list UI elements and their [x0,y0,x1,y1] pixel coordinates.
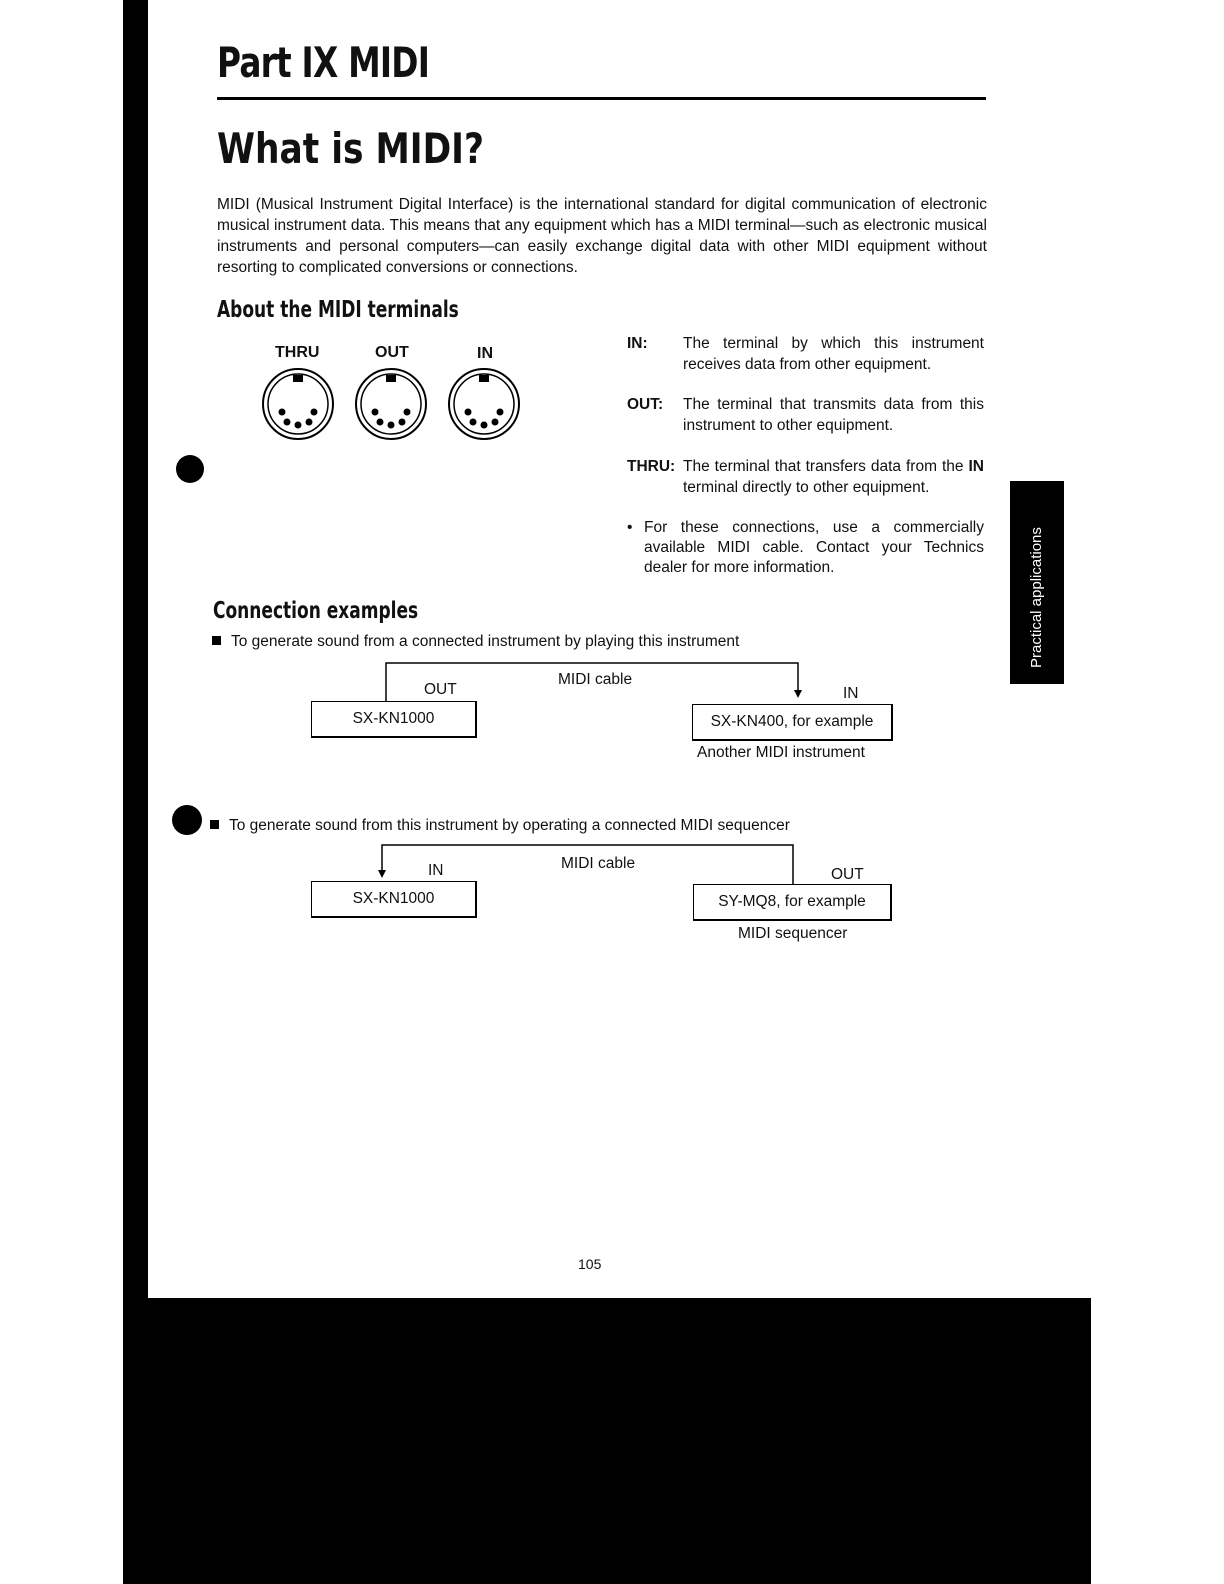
def-in-text: The terminal by which this instrument receives data from other equipment. [683,335,984,373]
cable-note [627,518,984,578]
example2-left-port: IN [428,862,444,879]
def-thru-bold: IN [968,458,984,475]
midi-terminals-figure [260,367,530,443]
def-thru-suffix: terminal directly to other equipment. [683,479,930,496]
def-thru-text [683,456,984,498]
example1-left-port: OUT [424,681,457,698]
thru-connector-icon [263,369,333,439]
example1-cable-label: MIDI cable [558,671,633,688]
square-bullet-icon [212,636,221,645]
example2-right-box: SY-MQ8, for example [693,884,892,921]
def-thru [627,456,984,498]
example2-caption: To generate sound from this instrument by operating a connected MIDI sequencer [229,817,790,834]
def-thru-prefix: The terminal that transfers data from the [683,458,969,475]
page-number: 105 [578,1256,602,1272]
part-title: Part IX MIDI [217,38,430,87]
binder-hole-mark [172,805,202,835]
def-in [627,333,984,375]
def-out [627,394,984,436]
example2-caption-line [210,817,790,835]
bullet-dot: • [627,519,633,536]
title-rule [217,97,986,100]
examples-heading: Connection examples [213,598,419,624]
out-label: OUT [375,344,409,361]
example1-right-caption: Another MIDI instrument [697,744,865,761]
def-out-key: OUT: [627,396,664,413]
def-out-text: The terminal that transmits data from this instrument to other equipment. [683,396,984,434]
example1-left-box: SX-KN1000 [311,701,477,738]
def-in-key: IN: [627,335,648,352]
example1-right-port: IN [843,685,859,702]
in-label: IN [477,345,493,362]
example1-caption-line [212,633,739,651]
cable-note-text: For these connections, use a commercially available MIDI cable. Contact your Technics dealer for more information. [644,519,984,576]
binder-hole-mark [176,455,204,483]
example1-right-box: SX-KN400, for example [692,704,893,741]
example2-left-box: SX-KN1000 [311,881,477,918]
side-tab-label: Practical applications [1028,527,1045,668]
page-heading: What is MIDI? [217,124,484,173]
square-bullet-icon [210,820,219,829]
def-thru-key: THRU: [627,458,676,475]
example1-caption: To generate sound from a connected instrument by playing this instrument [231,633,740,650]
example2-right-port: OUT [831,866,864,883]
in-connector-icon [449,369,519,439]
example2-cable-label: MIDI cable [561,855,636,872]
out-connector-icon [356,369,426,439]
intro-paragraph: MIDI (Musical Instrument Digital Interface) is the international standard for digital communication of electronic musical instrument data. This means that any equipment which has a MIDI terminal—such as electronic musical instruments and personal computers—can easily exchange digital data with other MIDI equipment without resorting to complicated conversions or connections. [217,196,987,276]
terminals-heading: About the MIDI terminals [217,297,459,323]
thru-label: THRU [275,344,320,361]
example2-right-caption: MIDI sequencer [738,925,848,942]
